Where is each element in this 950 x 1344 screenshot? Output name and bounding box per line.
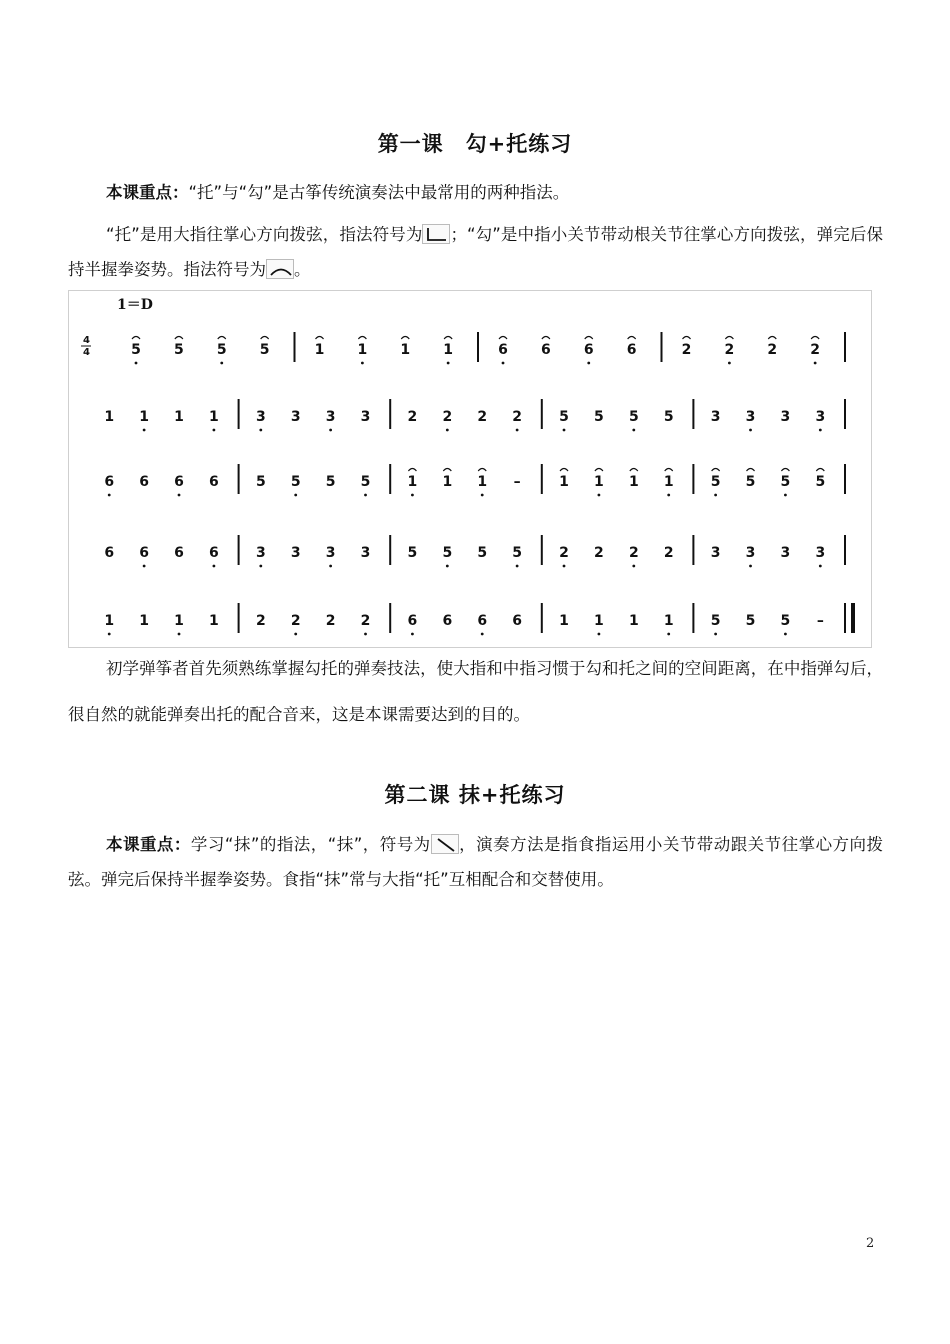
score-svg <box>69 291 873 649</box>
score-note: 3 <box>290 409 301 425</box>
score-note: 1 <box>209 613 219 629</box>
score-note: 3 <box>815 545 826 561</box>
score-note: 6 <box>442 613 453 629</box>
lesson1-key-point <box>68 175 883 210</box>
score-notes <box>104 332 853 635</box>
score-note: 5 <box>815 474 826 490</box>
tuo-symbol-icon <box>422 224 450 244</box>
lesson2-title: 第二课 抹+托练习 <box>384 783 566 807</box>
score-dot <box>819 565 822 568</box>
score-dot <box>135 362 138 365</box>
lesson1-key-label: 本课重点： <box>106 183 189 202</box>
score-note: 2 <box>681 342 692 358</box>
score-gou-mark <box>478 469 486 472</box>
score-note: 5 <box>710 474 721 490</box>
score-gou-mark <box>781 469 789 472</box>
score-dot <box>516 429 519 432</box>
score-note: 6 <box>626 342 637 358</box>
score-dot <box>749 565 752 568</box>
score-note: 3 <box>780 545 791 561</box>
score-dot <box>446 565 449 568</box>
lesson1-outro: 初学弹筝者首先须熟练掌握勾托的弹奏技法，使大指和中指习惯于勾和托之间的空间距离，在中指弹勾后，很自然的就能弹奏出托的配合音来，这是本课需要达到的目的。 <box>68 659 883 724</box>
lesson1-key-text: “托”与“勾”是古筝传统演奏法中最常用的两种指法。 <box>188 183 570 202</box>
score-note: 5 <box>174 342 184 358</box>
score-dot <box>563 429 566 432</box>
score-note: 1 <box>628 474 639 490</box>
score-note: 2 <box>442 409 453 425</box>
score-note: 3 <box>360 409 371 425</box>
score-note: 1 <box>559 474 569 490</box>
score-note: 3 <box>815 409 826 425</box>
score-dot <box>294 633 297 636</box>
score-note: 3 <box>710 545 721 561</box>
score-gou-mark <box>747 469 755 472</box>
score-note: 2 <box>810 342 821 358</box>
score-note: 1 <box>594 613 604 629</box>
lesson1-description <box>68 217 883 287</box>
time-signature-top: 4 <box>83 335 90 346</box>
score-note: 6 <box>139 545 149 561</box>
score-note: 3 <box>745 409 756 425</box>
score-note: 6 <box>407 613 418 629</box>
score-dot <box>667 494 670 497</box>
score-gou-mark <box>725 337 733 340</box>
score-note: 2 <box>360 613 371 629</box>
score-gou-mark <box>408 469 416 472</box>
score-note: 5 <box>255 474 266 490</box>
score-note: 5 <box>512 545 522 561</box>
score-dot <box>749 429 752 432</box>
score-note: 5 <box>663 409 674 425</box>
score-dot <box>632 429 635 432</box>
score-note: 1 <box>442 474 453 490</box>
score-dot <box>178 633 181 636</box>
score-note: 1 <box>314 342 325 358</box>
score-dot <box>714 494 717 497</box>
score-gou-mark <box>316 337 324 340</box>
score-note: 5 <box>216 342 227 358</box>
score-note: 6 <box>541 342 551 358</box>
score-note: 1 <box>628 613 639 629</box>
score-dot <box>814 362 817 365</box>
score-note: 1 <box>559 613 569 629</box>
lesson2-text-part2: ，演奏方法是指食指运用小关节带动跟关节往掌心方向拨弦。弹完后保持半握拳姿势。食指“抹”常与大指“托”互相配合和交替使用。 <box>68 835 884 889</box>
score-note: 5 <box>290 474 301 490</box>
score-dot <box>784 494 787 497</box>
score-note: 5 <box>559 409 569 425</box>
score-note: 5 <box>131 342 141 358</box>
score-note: 6 <box>512 613 522 629</box>
lesson2-key-label: 本课重点： <box>106 835 191 854</box>
score-note: 1 <box>139 613 149 629</box>
score-gou-mark <box>595 469 603 472</box>
score-note: 1 <box>400 342 411 358</box>
score-note: 1 <box>594 474 604 490</box>
score-dot <box>213 565 216 568</box>
score-dot <box>516 565 519 568</box>
score-dot <box>728 362 731 365</box>
score-note: 1 <box>104 409 115 425</box>
score-note: 5 <box>780 613 791 629</box>
score-note: 3 <box>710 409 721 425</box>
score-note: 2 <box>407 409 418 425</box>
score-dot <box>329 429 332 432</box>
score-gou-mark <box>683 337 691 340</box>
score-gou-mark <box>443 469 451 472</box>
score-dot <box>364 633 367 636</box>
score-note: 5 <box>745 474 756 490</box>
score-note: 5 <box>407 545 418 561</box>
score-note: 5 <box>745 613 756 629</box>
score-dot <box>411 494 414 497</box>
score-note: 1 <box>357 342 368 358</box>
score-gou-mark <box>665 469 673 472</box>
score-dot <box>213 429 216 432</box>
score-note: 6 <box>209 474 219 490</box>
score-note: 1 <box>477 474 488 490</box>
score-note: 2 <box>767 342 778 358</box>
score-note: 2 <box>325 613 336 629</box>
score-note: – <box>816 613 824 629</box>
score-dot <box>714 633 717 636</box>
score-note: 2 <box>663 545 674 561</box>
numbered-score <box>68 290 872 648</box>
score-note: 5 <box>259 342 270 358</box>
score-note: 1 <box>663 474 674 490</box>
score-note: 6 <box>104 474 115 490</box>
score-note: 6 <box>174 545 184 561</box>
score-note: 3 <box>325 545 336 561</box>
score-note: 2 <box>628 545 639 561</box>
score-gou-mark <box>712 469 720 472</box>
score-note: 2 <box>290 613 301 629</box>
score-dot <box>259 429 262 432</box>
score-dot <box>361 362 364 365</box>
score-note: 3 <box>290 545 301 561</box>
score-note: 2 <box>512 409 522 425</box>
score-note: 1 <box>407 474 418 490</box>
score-note: 3 <box>255 545 266 561</box>
score-dot <box>108 633 111 636</box>
score-dot <box>411 633 414 636</box>
score-note: 3 <box>360 545 371 561</box>
score-note: 6 <box>477 613 488 629</box>
score-note: 3 <box>325 409 336 425</box>
score-dot <box>819 429 822 432</box>
score-gou-mark <box>218 337 226 340</box>
score-dot <box>329 565 332 568</box>
score-dot <box>364 494 367 497</box>
score-note: 2 <box>559 545 569 561</box>
score-dot <box>784 633 787 636</box>
score-dot <box>632 565 635 568</box>
score-gou-mark <box>630 469 638 472</box>
score-note: 5 <box>442 545 453 561</box>
score-dot <box>481 633 484 636</box>
score-gou-mark <box>768 337 776 340</box>
lesson2-text-part1: 学习“抹”的指法，“抹”，符号为 <box>190 835 431 854</box>
lesson1-desc-part2: ；“勾”是中指小关节带动根关节往掌心方向拨弦，弹完后保持半握拳姿势。指法符号为 <box>68 225 883 279</box>
score-note: 2 <box>724 342 735 358</box>
score-note: 5 <box>325 474 336 490</box>
score-note: 5 <box>594 409 604 425</box>
score-dot <box>587 362 590 365</box>
score-dot <box>502 362 505 365</box>
score-dot <box>143 429 146 432</box>
score-note: 5 <box>477 545 488 561</box>
mo-symbol-icon <box>431 834 459 854</box>
score-gou-mark <box>358 337 366 340</box>
lesson2-key-point <box>68 827 883 897</box>
score-dot <box>598 494 601 497</box>
score-note: 1 <box>209 409 219 425</box>
score-dot <box>446 429 449 432</box>
score-note: 2 <box>594 545 604 561</box>
page-number: 2 <box>866 1236 875 1251</box>
score-note: 1 <box>663 613 674 629</box>
score-note: 2 <box>255 613 266 629</box>
score-dot <box>178 494 181 497</box>
gou-symbol-icon <box>266 259 294 279</box>
score-note: 5 <box>780 474 791 490</box>
score-dot <box>481 494 484 497</box>
score-gou-mark <box>811 337 819 340</box>
score-note: 3 <box>745 545 756 561</box>
score-note: 1 <box>443 342 454 358</box>
score-note: 6 <box>174 474 184 490</box>
score-gou-mark <box>401 337 409 340</box>
score-gou-mark <box>628 337 636 340</box>
score-dot <box>667 633 670 636</box>
score-note: 6 <box>139 474 149 490</box>
score-note: 2 <box>477 409 488 425</box>
score-gou-mark <box>132 337 140 340</box>
score-note: 1 <box>104 613 115 629</box>
score-note: 6 <box>583 342 594 358</box>
score-note: 6 <box>498 342 508 358</box>
score-gou-mark <box>261 337 269 340</box>
score-dot <box>220 362 223 365</box>
score-dot <box>563 565 566 568</box>
score-note: 1 <box>139 409 149 425</box>
score-dot <box>447 362 450 365</box>
score-dot <box>108 494 111 497</box>
time-signature-bottom: 4 <box>83 347 90 358</box>
score-note: 5 <box>360 474 371 490</box>
score-gou-mark <box>560 469 568 472</box>
score-gou-mark <box>585 337 593 340</box>
lesson1-title: 第一课 勾+托练习 <box>377 132 573 156</box>
lesson1-desc-part1: “托”是用大指往掌心方向拨弦，指法符号为 <box>106 225 423 244</box>
score-dot <box>259 565 262 568</box>
score-note: – <box>513 474 521 490</box>
score-dot <box>143 565 146 568</box>
score-note: 3 <box>255 409 266 425</box>
score-dot <box>294 494 297 497</box>
score-dot <box>598 633 601 636</box>
score-gou-mark <box>444 337 452 340</box>
score-gou-mark <box>499 337 507 340</box>
score-note: 1 <box>174 409 184 425</box>
score-note: 3 <box>780 409 791 425</box>
score-note: 6 <box>104 545 115 561</box>
score-note: 6 <box>209 545 219 561</box>
lesson1-desc-part3: 。 <box>294 260 311 279</box>
score-note: 5 <box>710 613 721 629</box>
score-gou-mark <box>542 337 550 340</box>
score-gou-mark <box>175 337 183 340</box>
score-note: 1 <box>174 613 184 629</box>
score-key-signature: 1＝D <box>117 297 153 313</box>
score-note: 5 <box>628 409 639 425</box>
score-gou-mark <box>816 469 824 472</box>
